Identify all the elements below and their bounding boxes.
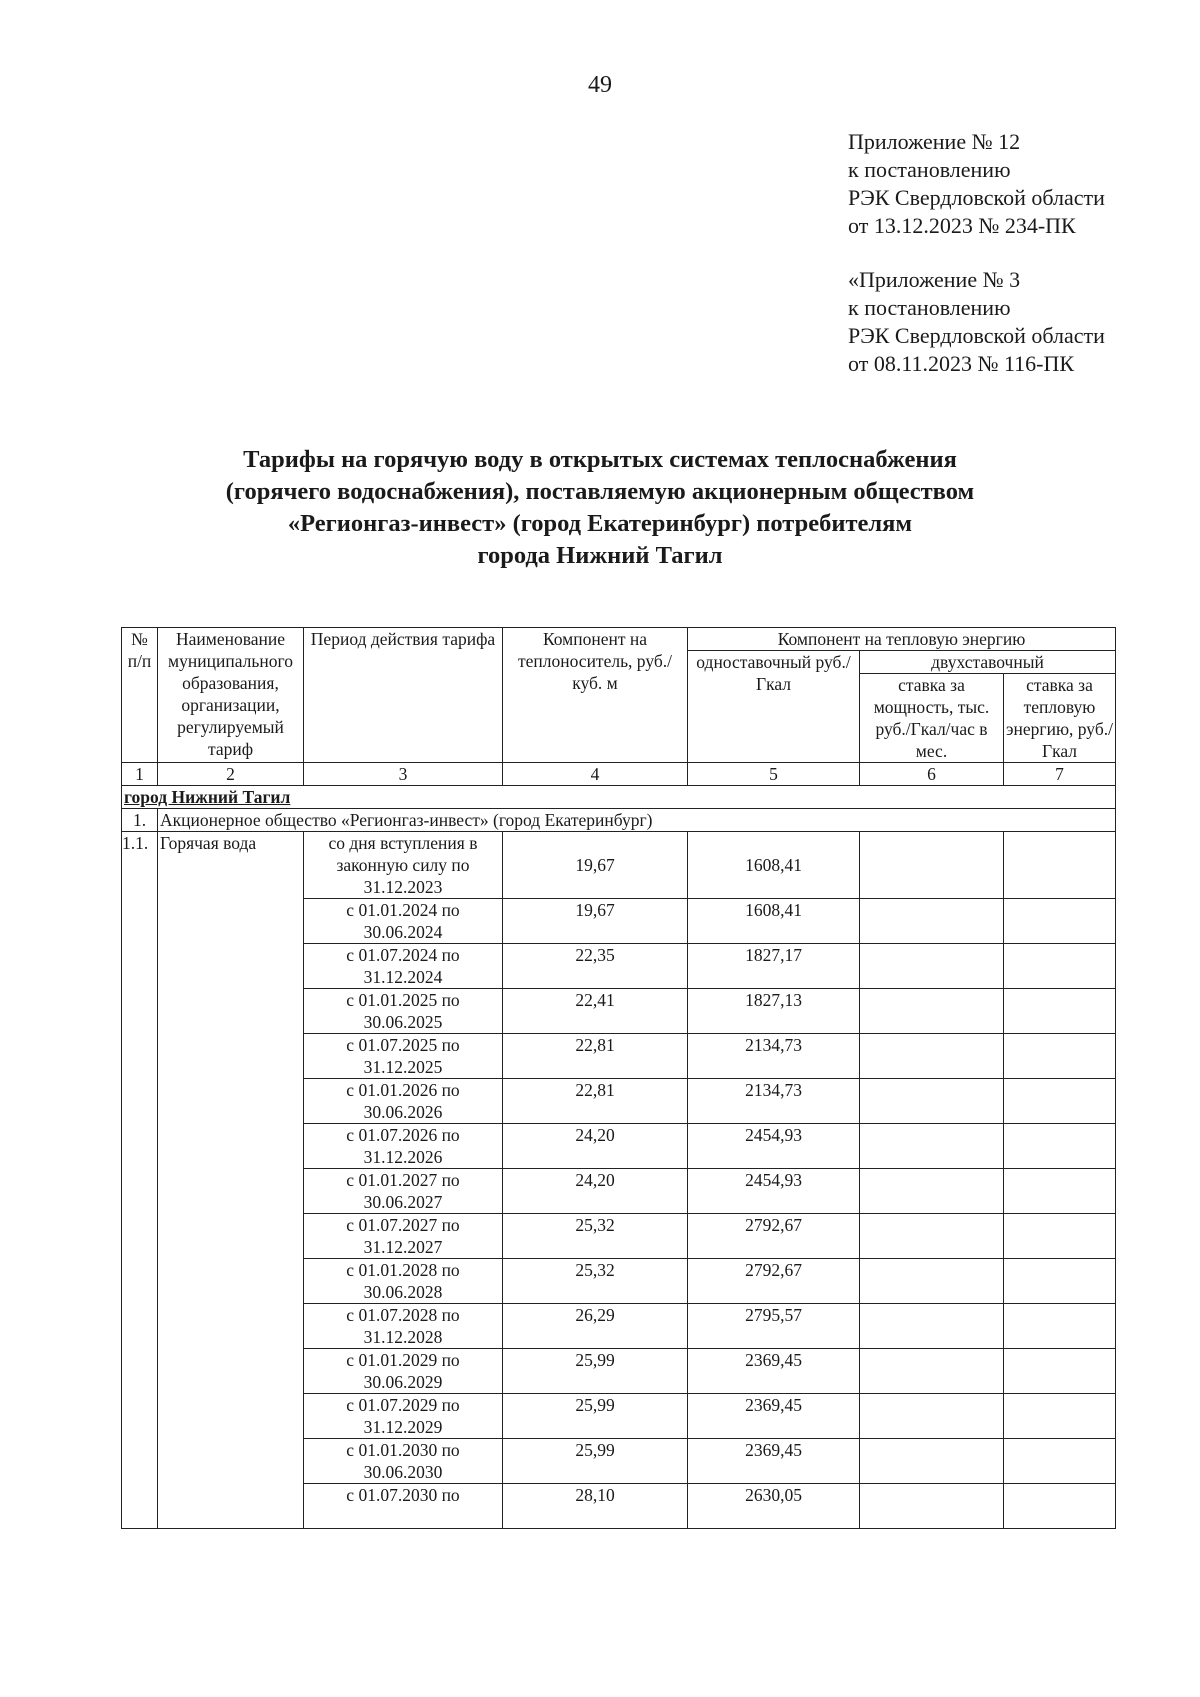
city-name: город Нижний Тагил [122,786,1116,809]
single-rate-cell: 1827,17 [688,944,860,989]
col-number: 4 [503,763,688,786]
period-cell: с 01.07.2028 по 31.12.2028 [304,1304,503,1349]
coolant-cell: 25,32 [503,1259,688,1304]
period-cell: с 01.07.2029 по 31.12.2029 [304,1394,503,1439]
single-rate-cell: 2369,45 [688,1439,860,1484]
capacity-rate-cell [860,899,1004,944]
period-cell: с 01.01.2030 по 30.06.2030 [304,1439,503,1484]
coolant-cell: 28,10 [503,1484,688,1529]
header-row-1 [122,628,1116,651]
appendix-3-line1: «Приложение № 3 [848,267,1021,292]
period-cell: со дня вступления в законную силу по 31.12.2023 [304,832,503,899]
capacity-rate-cell [860,1439,1004,1484]
header-capacity-rate: ставка за мощность, тыс. руб./Гкал/час в мес. [860,674,1004,763]
capacity-rate-cell [860,1259,1004,1304]
single-rate-cell: 2369,45 [688,1349,860,1394]
title-line1: Тарифы на горячую воду в открытых системах теплоснабжения [243,446,957,473]
column-number-row [122,763,1116,786]
single-rate-cell: 1827,13 [688,989,860,1034]
header-coolant: Компонент на теплоноситель, руб./куб. м [503,628,688,763]
header-energy-rate: ставка за тепловую энергию, руб./Гкал [1004,674,1116,763]
period-cell: с 01.07.2026 по 31.12.2026 [304,1124,503,1169]
appendix-3-block [848,266,1105,378]
header-two-rate: двухставочный [860,651,1116,674]
city-row [122,786,1116,809]
single-rate-cell: 2134,73 [688,1034,860,1079]
capacity-rate-cell [860,944,1004,989]
energy-rate-cell [1004,1124,1116,1169]
coolant-cell: 19,67 [503,899,688,944]
coolant-cell: 22,81 [503,1079,688,1124]
coolant-cell: 26,29 [503,1304,688,1349]
org-number: 1. [122,809,158,832]
col-number: 2 [158,763,304,786]
period-cell: с 01.01.2025 по 30.06.2025 [304,989,503,1034]
capacity-rate-cell [860,1124,1004,1169]
energy-rate-cell [1004,899,1116,944]
document-title [100,444,1100,572]
period-cell: с 01.01.2024 по 30.06.2024 [304,899,503,944]
title-line2: (горячего водоснабжения), поставляемую акционерным обществом [225,478,975,505]
item-number: 1.1. [122,832,158,1529]
energy-rate-cell [1004,1259,1116,1304]
tariff-table [121,627,1116,1529]
title-line3: «Регионгаз-инвест» (город Екатеринбург) потребителям [287,510,913,537]
header-num: № п/п [122,628,158,763]
appendix-12-line1: Приложение № 12 [848,129,1021,154]
capacity-rate-cell [860,1484,1004,1529]
single-rate-cell: 2369,45 [688,1394,860,1439]
period-cell: с 01.07.2025 по 31.12.2025 [304,1034,503,1079]
energy-rate-cell [1004,1304,1116,1349]
coolant-cell: 25,32 [503,1214,688,1259]
col-number: 1 [122,763,158,786]
single-rate-cell: 2454,93 [688,1124,860,1169]
period-cell: с 01.01.2027 по 30.06.2027 [304,1169,503,1214]
appendix-3-line2: к постановлению [848,295,1011,320]
period-cell: с 01.01.2028 по 30.06.2028 [304,1259,503,1304]
appendix-12-line2: к постановлению [848,157,1011,182]
energy-rate-cell [1004,989,1116,1034]
energy-rate-cell [1004,1349,1116,1394]
coolant-cell: 25,99 [503,1439,688,1484]
energy-rate-cell [1004,1214,1116,1259]
coolant-cell: 22,35 [503,944,688,989]
period-cell: с 01.07.2027 по 31.12.2027 [304,1214,503,1259]
period-cell: с 01.01.2026 по 30.06.2026 [304,1079,503,1124]
page-number: 49 [588,72,612,98]
energy-rate-cell [1004,1034,1116,1079]
table-row [122,832,1116,899]
coolant-cell: 24,20 [503,1169,688,1214]
single-rate-cell: 2792,67 [688,1259,860,1304]
col-number: 3 [304,763,503,786]
capacity-rate-cell [860,1349,1004,1394]
coolant-cell: 22,81 [503,1034,688,1079]
appendix-12-line3: РЭК Свердловской области [848,185,1105,210]
title-line4: города Нижний Тагил [477,542,723,569]
energy-rate-cell [1004,1439,1116,1484]
appendix-3-line4: от 08.11.2023 № 116-ПК [848,351,1075,376]
single-rate-cell: 2630,05 [688,1484,860,1529]
header-thermal: Компонент на тепловую энергию [688,628,1116,651]
coolant-cell: 19,67 [503,832,688,899]
energy-rate-cell [1004,1169,1116,1214]
energy-rate-cell [1004,1394,1116,1439]
single-rate-cell: 1608,41 [688,832,860,899]
capacity-rate-cell [860,1034,1004,1079]
capacity-rate-cell [860,1304,1004,1349]
header-single-rate: одноставочный руб./Гкал [688,651,860,763]
single-rate-cell: 2795,57 [688,1304,860,1349]
appendix-12-line4: от 13.12.2023 № 234-ПК [848,213,1076,238]
capacity-rate-cell [860,1079,1004,1124]
appendix-12-block [848,128,1105,240]
header-period: Период действия тарифа [304,628,503,763]
header-name: Наименование муниципального образования, организации, регулируемый тариф [158,628,304,763]
capacity-rate-cell [860,989,1004,1034]
appendix-3-line3: РЭК Свердловской области [848,323,1105,348]
single-rate-cell: 2454,93 [688,1169,860,1214]
col-number: 7 [1004,763,1116,786]
period-cell: с 01.01.2029 по 30.06.2029 [304,1349,503,1394]
capacity-rate-cell [860,1169,1004,1214]
coolant-cell: 25,99 [503,1349,688,1394]
single-rate-cell: 2134,73 [688,1079,860,1124]
capacity-rate-cell [860,1214,1004,1259]
single-rate-cell: 2792,67 [688,1214,860,1259]
coolant-cell: 22,41 [503,989,688,1034]
single-rate-cell: 1608,41 [688,899,860,944]
coolant-cell: 25,99 [503,1394,688,1439]
energy-rate-cell [1004,1079,1116,1124]
col-number: 5 [688,763,860,786]
energy-rate-cell [1004,944,1116,989]
energy-rate-cell [1004,832,1116,899]
item-name: Горячая вода [158,832,304,1529]
capacity-rate-cell [860,1394,1004,1439]
period-cell: с 01.07.2024 по 31.12.2024 [304,944,503,989]
period-cell: с 01.07.2030 по [304,1484,503,1529]
capacity-rate-cell [860,832,1004,899]
organization-row [122,809,1116,832]
energy-rate-cell [1004,1484,1116,1529]
coolant-cell: 24,20 [503,1124,688,1169]
org-name: Акционерное общество «Регионгаз-инвест» (город Екатеринбург) [158,809,1116,832]
col-number: 6 [860,763,1004,786]
